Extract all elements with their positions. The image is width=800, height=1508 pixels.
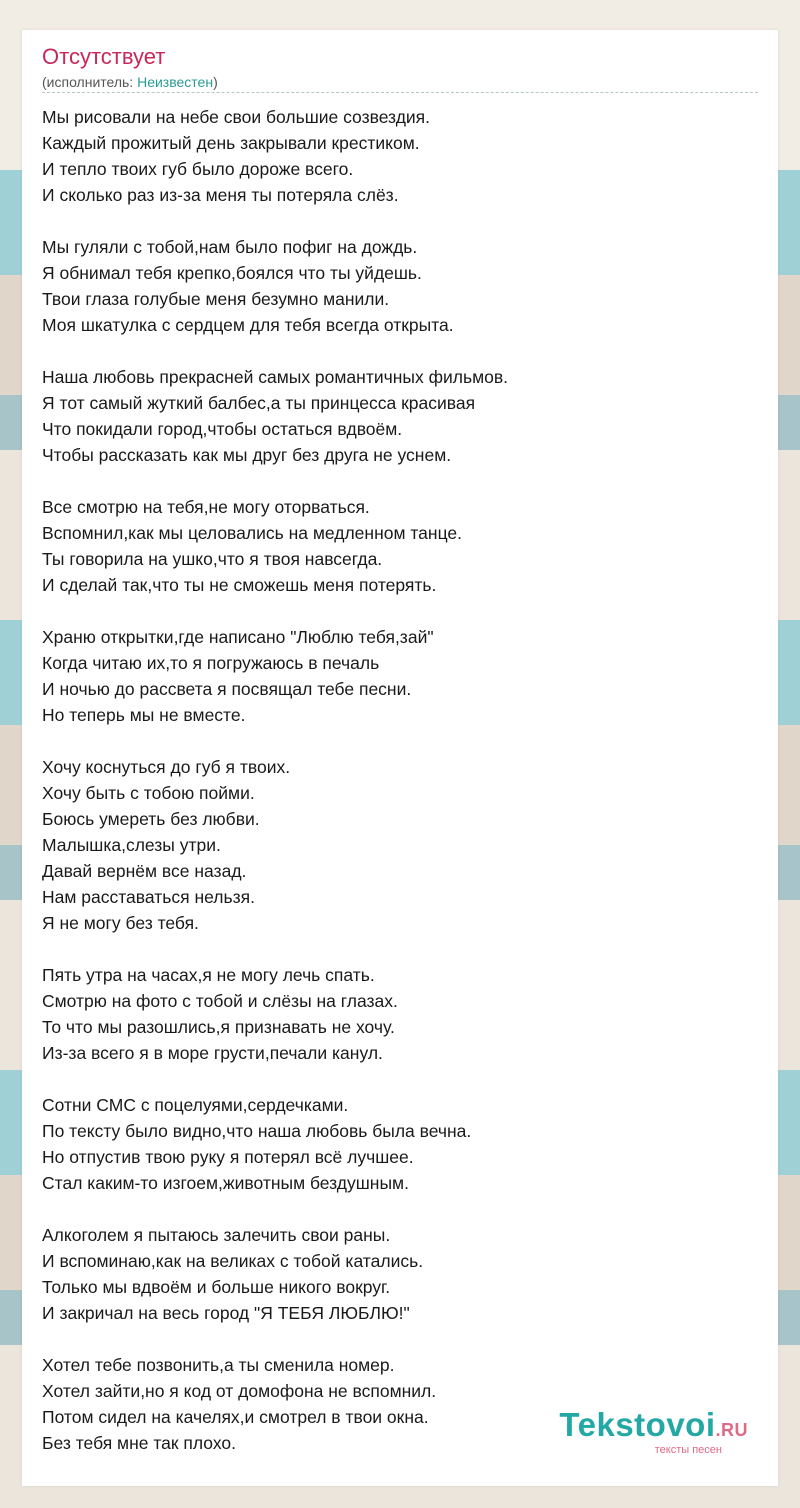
lyrics-line: Вспомнил,как мы целовались на медленном танце. [42,523,462,543]
lyrics-line: Мы рисовали на небе свои большие созвездия. [42,107,431,127]
lyrics-stanza [42,962,758,1066]
lyrics-line: Но отпустив твою руку я потерял всё лучшее. [42,1147,414,1167]
lyrics-card [22,30,778,1486]
site-logo[interactable] [559,1406,748,1456]
lyrics-line: И тепло твоих губ было дороже всего. [42,159,354,179]
lyrics-line: Чтобы рассказать как мы друг без друга не уснем. [42,445,452,465]
lyrics-stanza [42,494,758,598]
lyrics-line: И сделай так,что ты не сможешь меня потерять. [42,575,437,595]
title-divider [42,92,758,93]
lyrics-line: Боюсь умереть без любви. [42,809,260,829]
lyrics-line: Смотрю на фото с тобой и слёзы на глазах. [42,991,398,1011]
artist-prefix: (исполнитель: [42,74,138,90]
lyrics-line: Твои глаза голубые меня безумно манили. [42,289,390,309]
lyrics-stanza [42,234,758,338]
lyrics-line: И сколько раз из-за меня ты потеряла слёз. [42,185,399,205]
artist-line [42,74,218,90]
lyrics-line: Хочу коснуться до губ я твоих. [42,757,291,777]
lyrics-line: Наша любовь прекрасней самых романтичных фильмов. [42,367,509,387]
logo-tagline: тексты песен [654,1444,722,1456]
lyrics-line: Малышка,слезы утри. [42,835,221,855]
lyrics-line: Храню открытки,где написано "Люблю тебя,зай" [42,627,434,647]
lyrics-line: И вспоминаю,как на великах с тобой катались. [42,1251,424,1271]
lyrics-line: Но теперь мы не вместе. [42,705,246,725]
lyrics-line: Каждый прожитый день закрывали крестиком. [42,133,420,153]
lyrics-stanza [42,364,758,468]
lyrics-line: Из-за всего я в море грусти,печали канул. [42,1043,383,1063]
lyrics-line: Потом сидел на качелях,и смотрел в твои окна. [42,1407,429,1427]
lyrics-line: Я тот самый жуткий балбес,а ты принцесса красивая [42,393,476,413]
lyrics-line: Ты говорила на ушко,что я твоя навсегда. [42,549,383,569]
lyrics-line: Хотел зайти,но я код от домофона не вспомнил. [42,1381,437,1401]
lyrics-line: Без тебя мне так плохо. [42,1433,236,1453]
lyrics-line: Сотни СМС с поцелуями,сердечками. [42,1095,349,1115]
song-title: Отсутствует [42,44,166,69]
logo-text: Tekstovoi [559,1406,716,1443]
lyrics-stanza [42,624,758,728]
lyrics-line: Нам расставаться нельзя. [42,887,255,907]
lyrics-line: Я обнимал тебя крепко,боялся что ты уйдешь. [42,263,422,283]
lyrics-line: Мы гуляли с тобой,нам было пофиг на дождь. [42,237,418,257]
lyrics-line: Все смотрю на тебя,не могу оторваться. [42,497,370,517]
lyrics-line: Когда читаю их,то я погружаюсь в печаль [42,653,380,673]
lyrics-line: Только мы вдвоём и больше никого вокруг. [42,1277,391,1297]
logo-domain: .RU [715,1420,748,1440]
lyrics-stanza [42,104,758,208]
lyrics-line: Моя шкатулка с сердцем для тебя всегда открыта. [42,315,454,335]
lyrics-text [42,104,758,1482]
lyrics-line: Алкоголем я пытаюсь залечить свои раны. [42,1225,391,1245]
lyrics-line: То что мы разошлись,я признавать не хочу. [42,1017,395,1037]
lyrics-line: Хотел тебе позвонить,а ты сменила номер. [42,1355,395,1375]
lyrics-line: Пять утра на часах,я не могу лечь спать. [42,965,375,985]
lyrics-line: Давай вернём все назад. [42,861,247,881]
lyrics-stanza [42,1222,758,1326]
lyrics-line: И закричал на весь город "Я ТЕБЯ ЛЮБЛЮ!" [42,1303,410,1323]
lyrics-stanza [42,1092,758,1196]
lyrics-line: Я не могу без тебя. [42,913,199,933]
lyrics-line: И ночью до рассвета я посвящал тебе песни. [42,679,412,699]
lyrics-stanza [42,754,758,936]
artist-link[interactable]: Неизвестен [137,74,214,90]
lyrics-line: По тексту было видно,что наша любовь была вечна. [42,1121,472,1141]
lyrics-line: Стал каким-то изгоем,животным бездушным. [42,1173,409,1193]
lyrics-line: Что покидали город,чтобы остаться вдвоём. [42,419,403,439]
artist-suffix: ) [213,74,218,90]
lyrics-line: Хочу быть с тобою пойми. [42,783,255,803]
